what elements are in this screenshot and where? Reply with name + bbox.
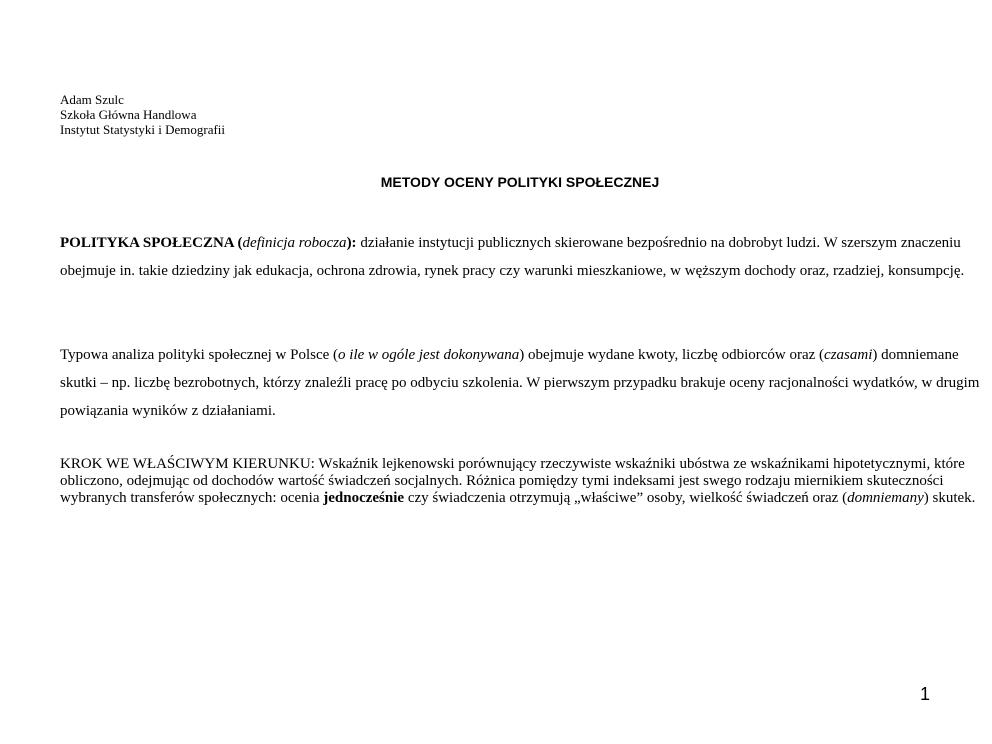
paragraph-definition (60, 229, 985, 285)
definition-term-end: ): (346, 235, 357, 251)
analysis-text-1: Typowa analiza polityki społecznej w Polsce ( (60, 347, 339, 363)
page-number: 1 (920, 684, 931, 704)
paragraph-right-direction (60, 456, 985, 507)
direction-text-3: ) skutek. (923, 490, 976, 506)
author-block (60, 92, 225, 137)
author-name: Adam Szulc (60, 92, 124, 107)
document-title: METODY OCENY POLITYKI SPOŁECZNEJ (380, 174, 660, 190)
analysis-italic-2: czasami (824, 347, 873, 363)
author-school: Szkoła Główna Handlowa (60, 107, 197, 122)
definition-term: POLITYKA SPOŁECZNA ( (60, 235, 243, 251)
analysis-italic-1: o ile w ogóle jest dokonywana (338, 347, 520, 363)
direction-bold-1: jednocześnie (323, 490, 405, 506)
direction-italic-1: domniemany (847, 490, 924, 506)
paragraph-typical-analysis (60, 341, 985, 425)
author-institute: Instytut Statystyki i Demografii (60, 122, 226, 137)
direction-text-1: KROK WE WŁAŚCIWYM KIERUNKU: Wskaźnik lejkenowski porównujący rzeczywiste wskaźniki ubóstwa ze wskaźnikami hipotetycznymi, które obliczono, odejmując od dochodów wartość świadczeń socjalnych. Różnica pomiędzy tymi indeksami jest swego rodzaju miernikiem skuteczności wybranych transferów społecznych: ocenia (60, 456, 965, 506)
definition-qualifier: definicja robocza (242, 235, 347, 251)
analysis-text-2: ) obejmuje wydane kwoty, liczbę odbiorców oraz ( (519, 347, 825, 363)
definition-text: działanie instytucji publicznych skierowane bezpośrednio na dobrobyt ludzi. W szerszym znaczeniu obejmuje in. takie dziedziny jak edukacja, ochrona zdrowia, rynek pracy czy warunki mieszkaniowe, w węższym dochody oraz, rzadziej, konsumpcję. (60, 235, 965, 279)
analysis-text-3: ) domniemane skutki – np. liczbę bezrobotnych, którzy znaleźli pracę po odbyciu szkolenia. W pierwszym przypadku brakuje oceny racjonalności wydatków, w drugim powiązania wyników z działaniami. (60, 347, 980, 419)
direction-text-2: czy świadczenia otrzymują „właściwe” osoby, wielkość świadczeń oraz ( (404, 490, 848, 506)
